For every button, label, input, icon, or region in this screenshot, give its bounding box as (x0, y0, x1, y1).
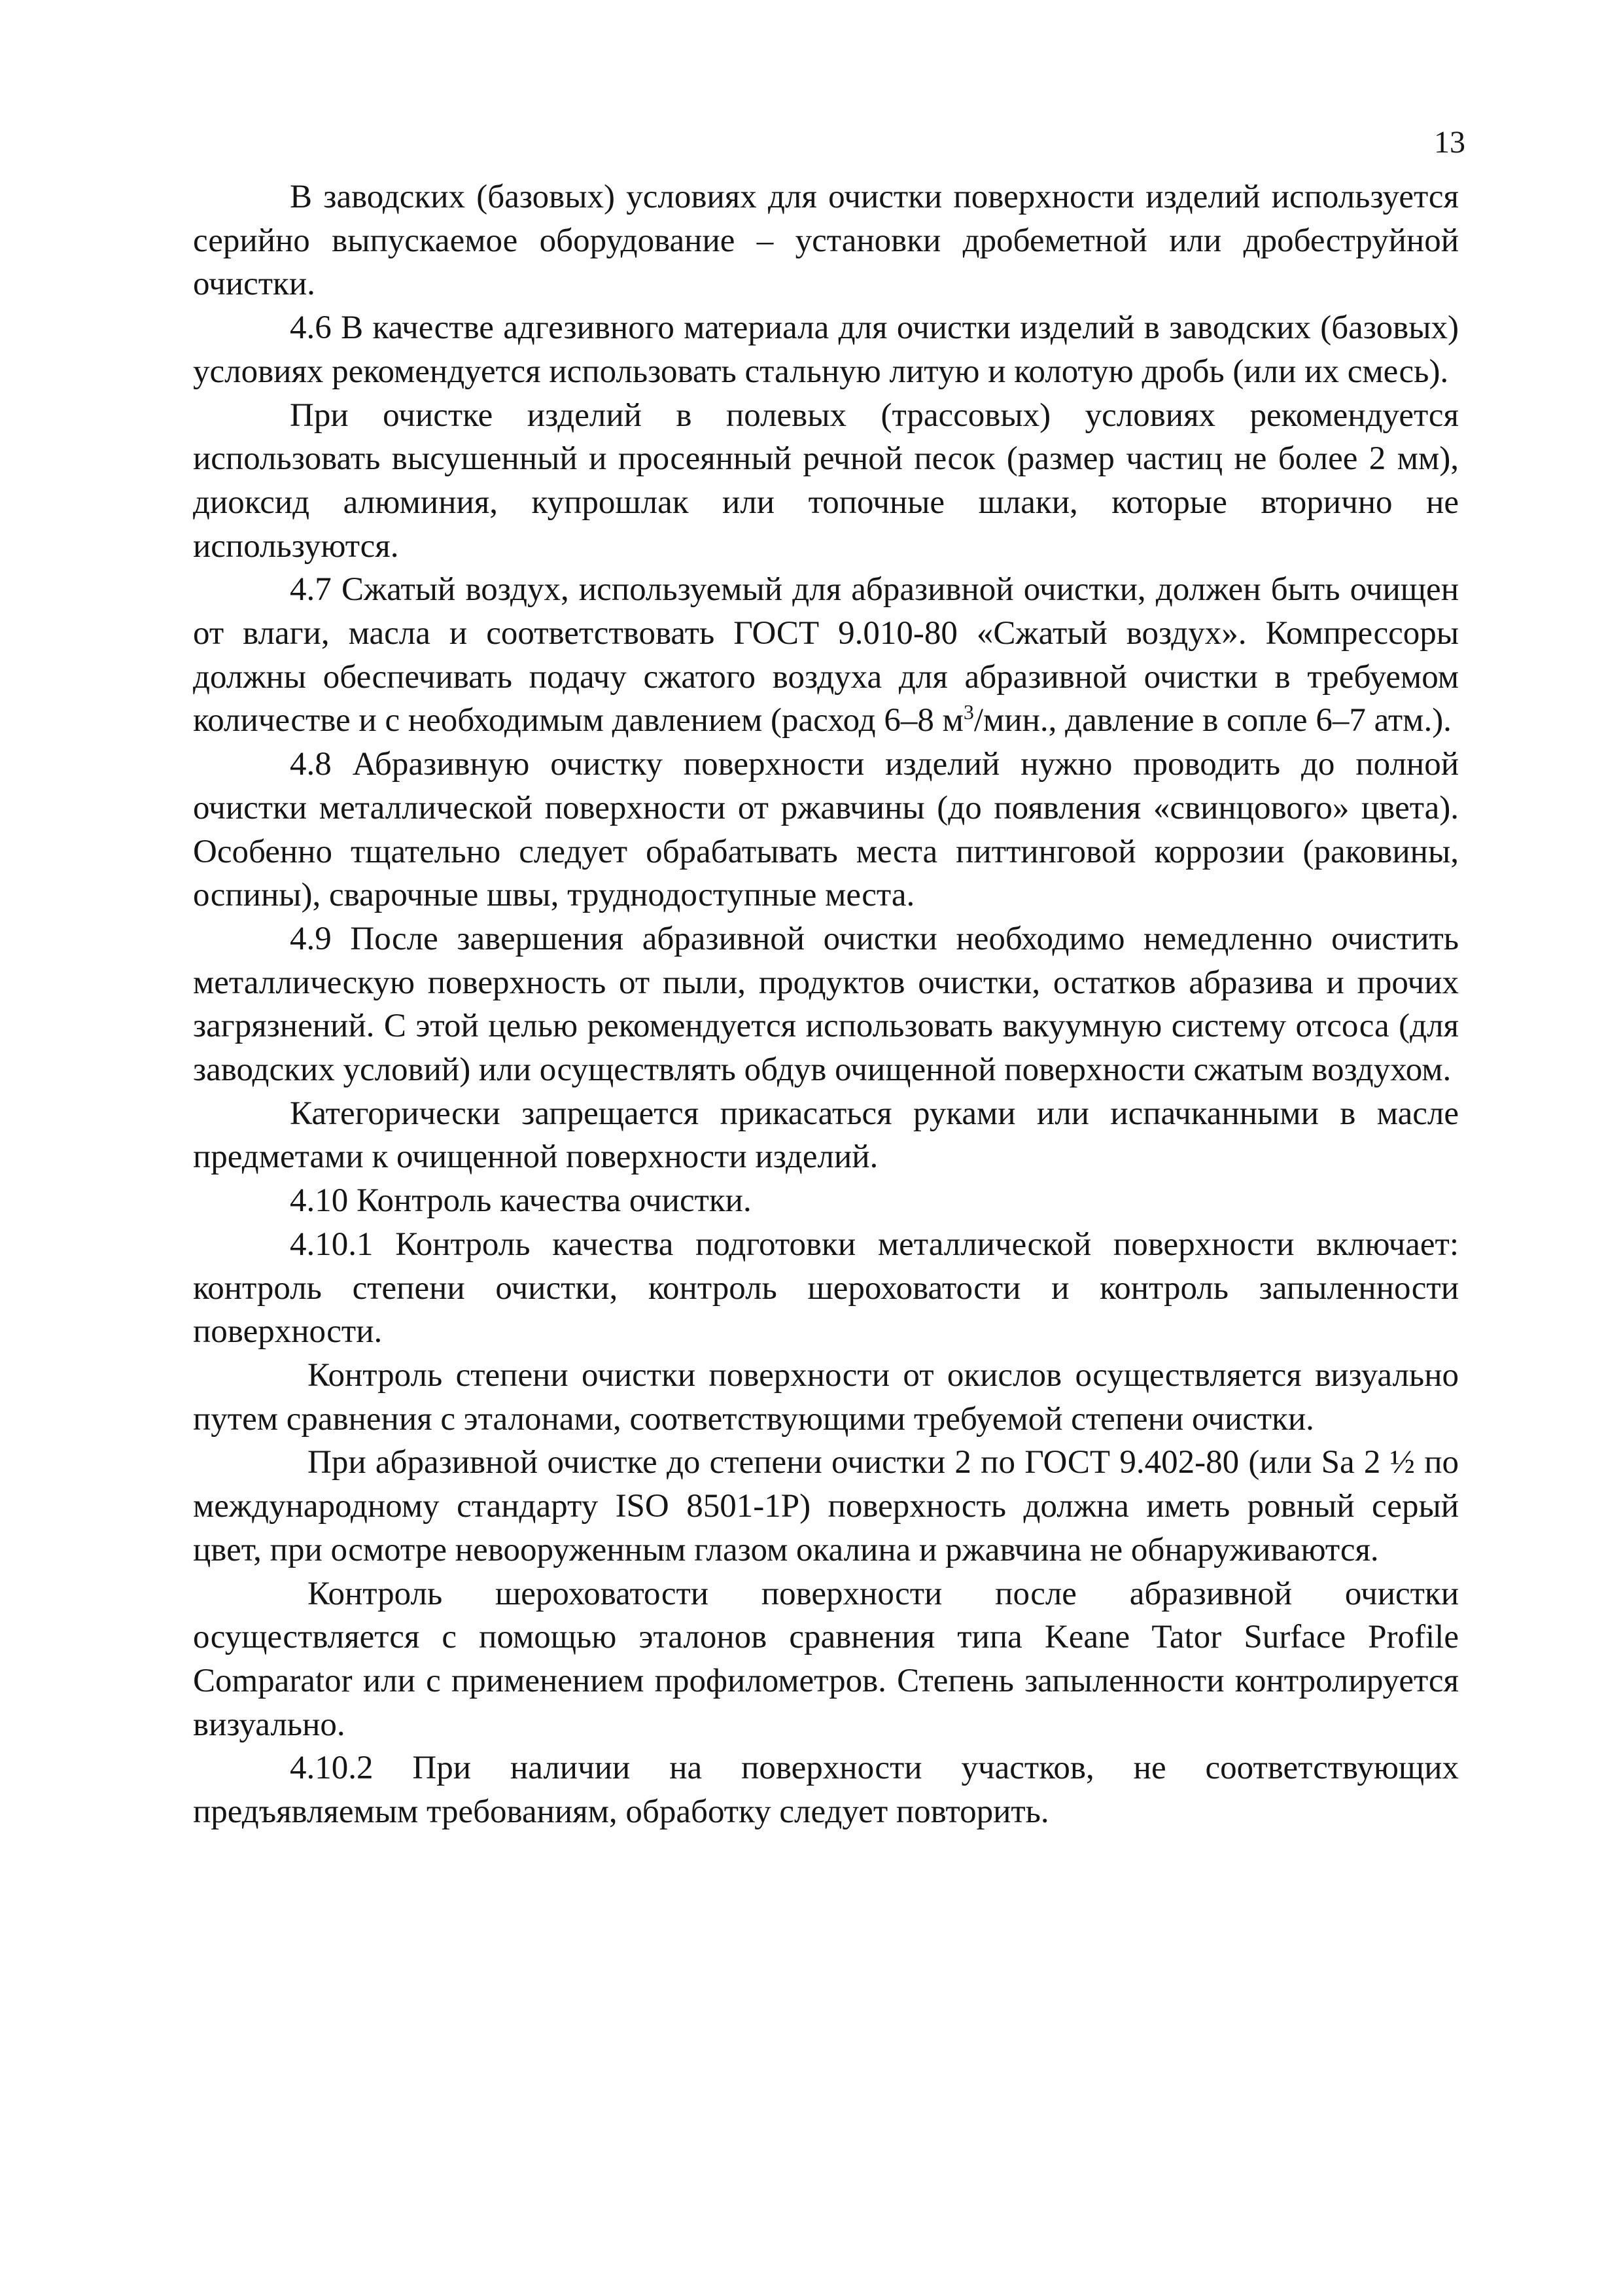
paragraph-factory-equipment: В заводских (базовых) условиях для очистки поверхности изделий используется серийно выпускаемое оборудование – установки дробеметной или дробеструйной очистки. (193, 179, 1459, 303)
paragraph-prohibition: Категорически запрещается прикасаться руками или испачканными в масле предметами к очищенной поверхности изделий. (193, 1095, 1459, 1176)
paragraph-4-9: 4.9 После завершения абразивной очистки необходимо немедленно очистить металлическую поверхность от пыли, продуктов очистки, остатков абразива и прочих загрязнений. С этой целью рекомендуется использовать вакуумную систему отсоса (для заводских условий) или осуществлять обдув очищенной поверхности сжатым воздухом. (193, 920, 1459, 1089)
paragraph-4-6: 4.6 В качестве адгезивного материала для очистки изделий в заводских (базовых) условиях рекомендуется использовать стальную литую и колотую дробь (или их смесь). (193, 309, 1459, 390)
paragraph-4-7 (193, 568, 1459, 743)
body-text (193, 175, 1459, 1834)
paragraph-4-8: 4.8 Абразивную очистку поверхности изделий нужно проводить до полной очистки металлической поверхности от ржавчины (до появления «свинцового» цвета). Особенно тщательно следует обрабатывать места питтинговой коррозии (раковины, оспины), сварочные швы, труднодоступные места. (193, 746, 1459, 914)
paragraph-abrasive-degree: При абразивной очистке до степени очистки 2 по ГОСТ 9.402-80 (или Sa 2 ½ по международному стандарту ISO 8501-1P) поверхность должна иметь ровный серый цвет, при осмотре невооруженным глазом окалина и ржавчина не обнаруживаются. (193, 1444, 1459, 1568)
paragraph-4-10-1: 4.10.1 Контроль качества подготовки металлической поверхности включает: контроль степени очистки, контроль шероховатости и контроль запыленности поверхности. (193, 1226, 1459, 1351)
cubic-superscript: 3 (963, 700, 974, 724)
paragraph-oxide-control: Контроль степени очистки поверхности от окислов осуществляется визуально путем сравнения с эталонами, соответствующими требуемой степени очистки. (193, 1356, 1459, 1438)
paragraph-roughness-control: Контроль шероховатости поверхности после абразивной очистки осуществляется с помощью эталонов сравнения типа Keane Tator Surface Profile Comparator или с применением профилометров. Степень запыленности контролируется визуально. (193, 1575, 1459, 1743)
paragraph-4-7-text-end: /мин., давление в сопле 6–7 атм.). (973, 702, 1452, 739)
paragraph-field-cleaning: При очистке изделий в полевых (трассовых) условиях рекомендуется использовать высушенный и просеянный речной песок (размер частиц не более 2 мм), диоксид алюминия, купрошлак или топочные шлаки, которые вторично не используются. (193, 397, 1459, 565)
paragraph-4-7-text: 4.7 Сжатый воздух, используемый для абразивной очистки, должен быть очищен от влаги, масла и соответствовать ГОСТ 9.010-80 «Сжатый воздух». Компрессоры должны обеспечивать подачу сжатого воздуха для абразивной очистки в требуемом количестве и с необходимым давлением (расход 6–8 м (193, 571, 1459, 739)
paragraph-4-10-heading: 4.10 Контроль качества очистки. (290, 1182, 752, 1220)
page-number: 13 (1434, 125, 1465, 160)
paragraph-4-10-2: 4.10.2 При наличии на поверхности участков, не соответствующих предъявляемым требованиям, обработку следует повторить. (193, 1750, 1459, 1831)
